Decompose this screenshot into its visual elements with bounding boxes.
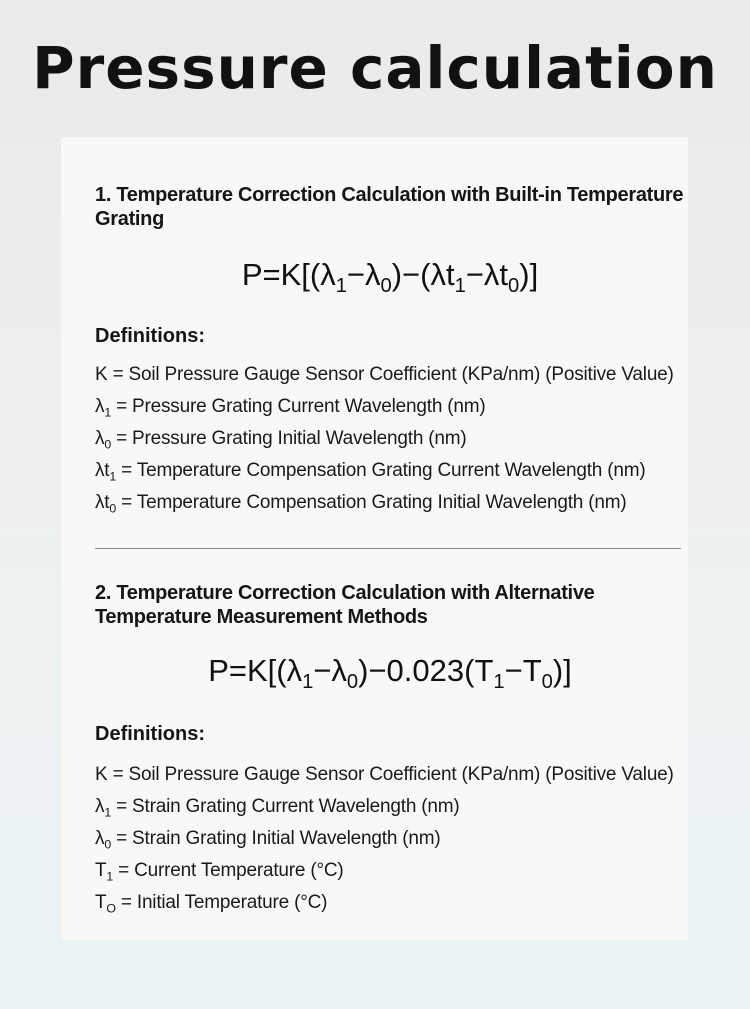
- definition-text: = Pressure Grating Initial Wavelength (nm): [110, 428, 467, 449]
- definition-symbol: K: [95, 364, 108, 385]
- definition-item: [95, 391, 674, 423]
- definition-item: [95, 791, 674, 823]
- definition-text: = Strain Grating Current Wavelength (nm): [110, 796, 460, 817]
- definition-text: = Temperature Compensation Grating Initial Wavelength (nm): [116, 492, 627, 513]
- formula-symbol: λ: [286, 653, 303, 688]
- formula-symbol: T: [474, 653, 494, 688]
- definition-subscript: 1: [106, 869, 114, 884]
- definition-text: = Soil Pressure Gauge Sensor Coefficient (KPa/nm) (Positive Value): [107, 364, 674, 385]
- formula-part: P=K[(: [208, 653, 287, 688]
- formula-part: −: [504, 653, 523, 688]
- definition-item: [95, 823, 674, 855]
- section-divider: [95, 548, 681, 549]
- formula-part: −: [465, 257, 484, 292]
- definition-item: [95, 359, 674, 391]
- formula-symbol: λt: [483, 257, 509, 292]
- definition-subscript: 0: [109, 501, 117, 516]
- formula-subscript: 0: [508, 275, 520, 298]
- definition-symbol: T: [95, 860, 107, 881]
- definition-item: [95, 887, 674, 919]
- formula-symbol: λ: [331, 653, 347, 688]
- formula-part: −: [346, 257, 366, 292]
- definitions-list: [95, 759, 674, 919]
- definition-item: [95, 455, 674, 487]
- definitions-heading: Definitions:: [95, 325, 205, 347]
- definition-symbol: λt: [95, 460, 110, 481]
- formula: [95, 653, 685, 694]
- definition-text: = Temperature Compensation Grating Current Wavelength (nm): [116, 460, 646, 481]
- definition-text: = Initial Temperature (°C): [115, 892, 328, 913]
- formula-subscript: 1: [335, 275, 347, 298]
- definition-item: [95, 855, 674, 887]
- formula-subscript: 1: [493, 671, 505, 694]
- definition-symbol: λ: [95, 428, 105, 449]
- definition-item: [95, 487, 674, 519]
- definition-item: [95, 759, 674, 791]
- definition-subscript: 1: [104, 405, 111, 420]
- definition-symbol: λ: [95, 796, 105, 817]
- formula-symbol: λt: [430, 257, 455, 292]
- definition-symbol: λ: [95, 828, 105, 849]
- formula-subscript: 1: [454, 275, 466, 298]
- page-title: Pressure calculation: [32, 34, 718, 102]
- definition-subscript: 1: [104, 805, 111, 820]
- definition-item: [95, 423, 674, 455]
- section-alternative-measurement: [95, 581, 685, 916]
- formula-subscript: 1: [302, 671, 314, 694]
- section-heading: 2. Temperature Correction Calculation with Alternative Temperature Measurement Methods: [95, 582, 595, 628]
- definition-symbol: λt: [95, 492, 110, 513]
- definition-symbol: T: [95, 892, 107, 913]
- definition-subscript: O: [106, 901, 116, 916]
- formula-part: )−0.023(: [358, 653, 475, 688]
- formula-part: −: [313, 653, 332, 688]
- content-card: [61, 137, 688, 940]
- definition-text: = Current Temperature (°C): [113, 860, 344, 881]
- definitions-heading: Definitions:: [95, 723, 205, 745]
- formula: [95, 257, 685, 298]
- formula-subscript: 0: [380, 275, 392, 298]
- definition-subscript: 0: [104, 437, 111, 452]
- definition-subscript: 1: [109, 469, 117, 484]
- section-heading: 1. Temperature Correction Calculation with Built-in Temperature Grating: [95, 184, 684, 230]
- definition-symbol: K: [95, 764, 108, 785]
- formula-subscript: 0: [541, 671, 553, 694]
- formula-symbol: λ: [320, 257, 336, 292]
- definition-text: = Strain Grating Initial Wavelength (nm): [110, 828, 441, 849]
- formula-subscript: 0: [346, 671, 359, 694]
- formula-part: )]: [519, 257, 539, 292]
- formula-part: )−(: [391, 257, 431, 292]
- formula-symbol: λ: [365, 257, 381, 292]
- definition-subscript: 0: [104, 837, 111, 852]
- formula-part: P=K[(: [241, 257, 321, 292]
- definition-text: = Soil Pressure Gauge Sensor Coefficient (KPa/nm) (Positive Value): [107, 764, 674, 785]
- definition-text: = Pressure Grating Current Wavelength (nm): [110, 396, 486, 417]
- definitions-list: [95, 359, 674, 519]
- formula-part: )]: [552, 653, 572, 688]
- formula-symbol: T: [522, 653, 542, 688]
- definition-symbol: λ: [95, 396, 105, 417]
